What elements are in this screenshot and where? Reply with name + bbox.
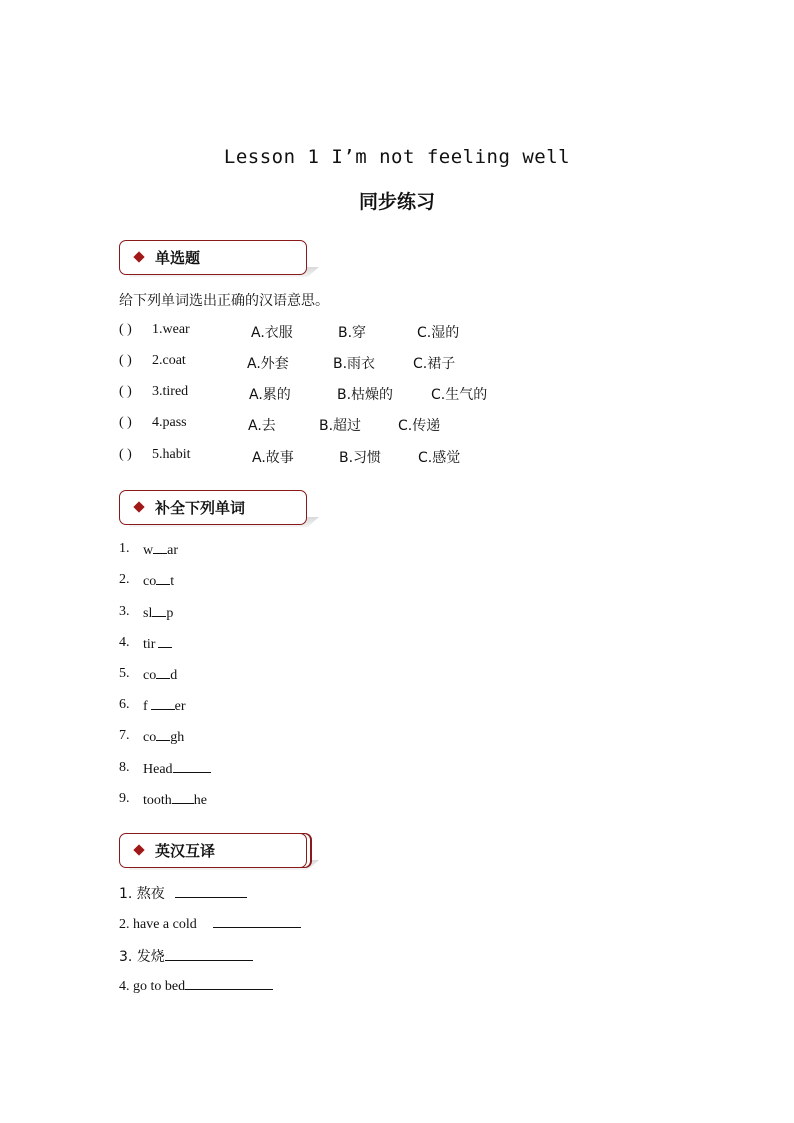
word-start: sl	[143, 606, 153, 621]
answer-blank[interactable]	[165, 948, 253, 961]
answer-parentheses: ( )	[119, 415, 132, 430]
answer-blank[interactable]	[213, 915, 301, 928]
word-end: t	[170, 574, 175, 589]
answer-parentheses: ( )	[119, 322, 132, 337]
letter-blank[interactable]	[158, 635, 172, 648]
option-b: B.超过	[319, 418, 362, 434]
word-start: Head	[143, 762, 173, 777]
item-number: 7.	[119, 728, 130, 743]
item-number: 1.	[119, 541, 130, 556]
question-word: 2.coat	[152, 353, 186, 368]
item-number: 2.	[119, 572, 130, 587]
item-number: 9.	[119, 791, 130, 806]
letter-blank[interactable]	[172, 791, 194, 804]
translation-item	[119, 915, 301, 933]
option-c: C.感觉	[418, 450, 461, 466]
letter-blank[interactable]	[156, 728, 170, 741]
word-end: ar	[167, 543, 179, 558]
translation-item	[119, 883, 247, 903]
section-header-box	[119, 490, 307, 525]
section-header-translation	[119, 833, 307, 868]
translation-item	[119, 977, 273, 995]
word-end: er	[174, 699, 186, 714]
option-a: A.累的	[249, 387, 291, 403]
question-word: 5.habit	[152, 447, 191, 462]
translation-prompt: 3. 发烧	[119, 949, 165, 965]
diamond-bullet-icon	[133, 844, 144, 855]
option-b: B.雨衣	[333, 356, 376, 372]
letter-blank[interactable]	[156, 572, 170, 585]
worksheet-title: Lesson 1 I’m not feeling well	[223, 146, 571, 168]
option-a: A.衣服	[251, 325, 293, 341]
diamond-bullet-icon	[133, 251, 144, 262]
section-label: 单选题	[155, 249, 201, 267]
option-c: C.裙子	[413, 356, 456, 372]
option-b: B.习惯	[339, 450, 382, 466]
option-a: A.故事	[252, 450, 294, 466]
word-start: w	[143, 543, 154, 558]
item-number: 4.	[119, 635, 130, 650]
diamond-bullet-icon	[133, 501, 144, 512]
word-end: gh	[170, 730, 185, 745]
word-start: f	[143, 699, 148, 714]
question-word: 1.wear	[152, 322, 190, 337]
option-c: C.传递	[398, 418, 441, 434]
translation-prompt: 2. have a cold	[119, 917, 197, 932]
section-header-complete-words	[119, 490, 307, 525]
word-start: co	[143, 668, 157, 683]
item-number: 3.	[119, 604, 130, 619]
section-header-box	[119, 833, 307, 868]
answer-parentheses: ( )	[119, 447, 132, 462]
word-end: p	[166, 606, 174, 621]
section-header-box	[119, 240, 307, 275]
question-word: 3.tired	[152, 384, 189, 399]
item-number: 5.	[119, 666, 130, 681]
word-start: tooth	[143, 793, 172, 808]
option-c: C.生气的	[431, 387, 488, 403]
section-label: 英汉互译	[155, 842, 216, 860]
instruction-text: 给下列单词选出正确的汉语意思。	[119, 293, 329, 309]
item-number: 6.	[119, 697, 130, 712]
word-start: co	[143, 730, 157, 745]
item-number: 8.	[119, 760, 130, 775]
section-header-multiple-choice	[119, 240, 307, 275]
option-b: B.穿	[338, 325, 367, 341]
translation-prompt: 1. 熬夜	[119, 886, 165, 902]
option-b: B.枯燥的	[337, 387, 394, 403]
answer-blank[interactable]	[175, 885, 247, 898]
letter-blank[interactable]	[153, 541, 167, 554]
option-c: C.湿的	[417, 325, 460, 341]
option-a: A.外套	[247, 356, 289, 372]
letter-blank[interactable]	[156, 666, 170, 679]
letter-blank[interactable]	[173, 760, 211, 773]
translation-prompt: 4. go to bed	[119, 979, 186, 994]
answer-blank[interactable]	[185, 977, 273, 990]
question-word: 4.pass	[152, 415, 187, 430]
option-a: A.去	[248, 418, 276, 434]
answer-parentheses: ( )	[119, 384, 132, 399]
letter-blank[interactable]	[151, 697, 175, 710]
worksheet-subtitle: 同步练习	[358, 191, 435, 213]
translation-item	[119, 946, 253, 966]
word-end: d	[170, 668, 178, 683]
word-start: tir	[143, 637, 156, 652]
word-end: he	[193, 793, 207, 808]
answer-parentheses: ( )	[119, 353, 132, 368]
word-start: co	[143, 574, 157, 589]
letter-blank[interactable]	[152, 604, 166, 617]
section-label: 补全下列单词	[155, 499, 246, 517]
